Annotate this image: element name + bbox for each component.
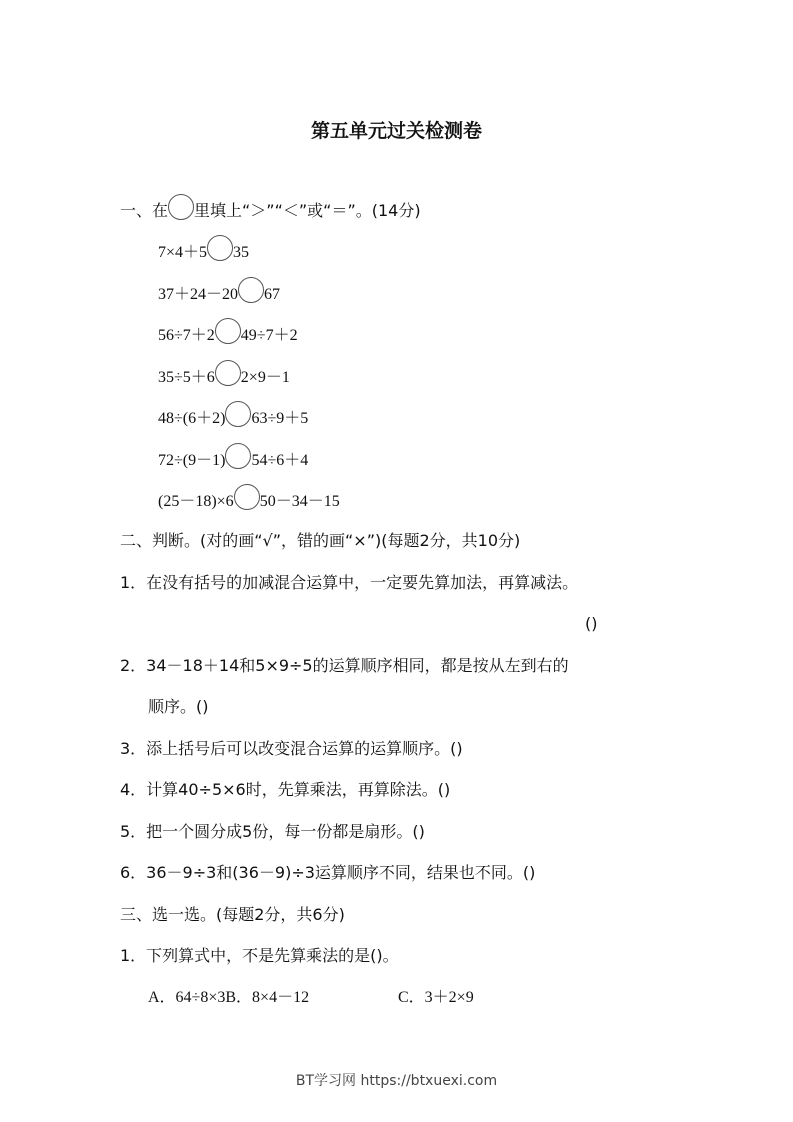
answer-circle-icon[interactable] bbox=[234, 484, 260, 510]
compare-right: 35 bbox=[233, 244, 250, 261]
compare-item bbox=[158, 451, 308, 471]
compare-right: 50－34－15 bbox=[259, 493, 340, 510]
answer-circle-icon[interactable] bbox=[225, 443, 251, 469]
judge-question-4: 4．计算40÷5×6时，先算乘法，再算除法。() bbox=[120, 780, 451, 799]
answer-circle-icon[interactable] bbox=[207, 235, 233, 261]
judge-question-2-cont: 顺序。() bbox=[148, 697, 209, 716]
choice-question-1: 1．下列算式中，不是先算乘法的是()。 bbox=[120, 946, 399, 965]
compare-right: 49÷7＋2 bbox=[240, 327, 298, 344]
answer-circle-icon bbox=[168, 194, 194, 220]
judge-question-5: 5．把一个圆分成5份，每一份都是扇形。() bbox=[120, 822, 425, 841]
compare-right: 63÷9＋5 bbox=[251, 410, 309, 427]
answer-circle-icon[interactable] bbox=[238, 277, 264, 303]
compare-left: (25－18)×6 bbox=[158, 493, 234, 510]
compare-item bbox=[158, 492, 340, 512]
judge-question-3: 3．添上括号后可以改变混合运算的运算顺序。() bbox=[120, 739, 463, 758]
compare-item bbox=[158, 285, 280, 305]
compare-left: 72÷(9－1) bbox=[158, 452, 226, 469]
choice-options bbox=[148, 988, 309, 1008]
section1-heading bbox=[120, 201, 421, 221]
option-c[interactable]: C．3＋2×9 bbox=[398, 989, 474, 1006]
compare-left: 35÷5＋6 bbox=[158, 369, 215, 386]
judge-question-6: 6．36－9÷3和(36－9)÷3运算顺序不同，结果也不同。() bbox=[120, 863, 536, 882]
judge-question-1: 1．在没有括号的加减混合运算中，一定要先算加法，再算减法。 bbox=[120, 573, 579, 592]
option-b[interactable]: B．8×4－12 bbox=[225, 989, 310, 1006]
section1-heading-post: 里填上“＞”“＜”或“＝”。(14分) bbox=[194, 201, 421, 220]
compare-left: 37＋24－20 bbox=[158, 286, 239, 303]
compare-item bbox=[158, 326, 298, 346]
compare-right: 54÷6＋4 bbox=[251, 452, 309, 469]
section3-heading: 三、选一选。(每题2分，共6分) bbox=[120, 905, 345, 924]
compare-left: 56÷7＋2 bbox=[158, 327, 215, 344]
answer-circle-icon[interactable] bbox=[215, 360, 241, 386]
compare-item bbox=[158, 409, 308, 429]
answer-circle-icon[interactable] bbox=[225, 401, 251, 427]
judge-question-2: 2．34－18＋14和5×9÷5的运算顺序相同，都是按从左到右的 bbox=[120, 656, 569, 675]
page-title: 第五单元过关检测卷 bbox=[310, 120, 482, 142]
option-a[interactable]: A．64÷8×3 bbox=[148, 989, 226, 1006]
compare-item bbox=[158, 368, 290, 388]
compare-left: 7×4＋5 bbox=[158, 244, 208, 261]
compare-left: 48÷(6＋2) bbox=[158, 410, 226, 427]
compare-item bbox=[158, 243, 249, 263]
section2-heading: 二、判断。(对的画“√”，错的画“×”)(每题2分，共10分) bbox=[120, 531, 521, 550]
section1-heading-pre: 一、在 bbox=[120, 201, 169, 220]
compare-right: 67 bbox=[264, 286, 281, 303]
compare-right: 2×9－1 bbox=[240, 369, 290, 386]
footer-watermark: BT学习网 https://btxuexi.com bbox=[295, 1073, 498, 1089]
answer-circle-icon[interactable] bbox=[215, 318, 241, 344]
answer-paren[interactable]: () bbox=[585, 614, 598, 633]
